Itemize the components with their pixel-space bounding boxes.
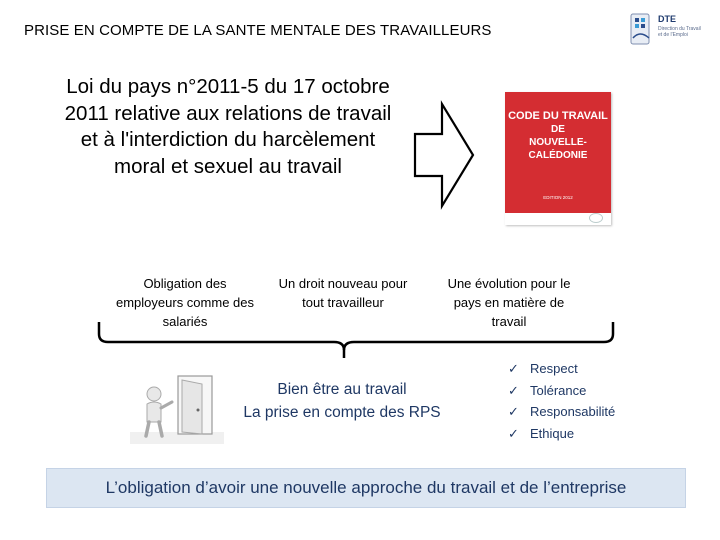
- list-item: [508, 380, 658, 402]
- book-title-line3: NOUVELLE-CALÉDONIE: [528, 137, 588, 161]
- code-du-travail-cover: [505, 92, 611, 225]
- list-item: [508, 423, 658, 445]
- checkmark-icon: ✓: [508, 404, 519, 419]
- wellbeing-statement: [216, 378, 468, 424]
- law-reference: Loi du pays n°2011-5: [66, 75, 259, 98]
- book-title-line1: CODE DU TRAVAIL: [508, 110, 608, 122]
- value-label: Tolérance: [530, 382, 587, 398]
- list-item: [508, 358, 658, 380]
- book-footer-stripe: [505, 213, 611, 225]
- values-checklist: [508, 358, 658, 444]
- person-at-door-illustration: [128, 372, 226, 444]
- dte-emblem-icon: [628, 12, 654, 48]
- label-droit-nouveau: Un droit nouveau pour tout travailleur: [278, 276, 408, 310]
- page-title: PRISE EN COMPTE DE LA SANTE MENTALE DES TRAVAILLEURS: [24, 22, 492, 39]
- book-seal-icon: [589, 213, 603, 223]
- label-evolution: Une évolution pour le pays en matière de travail: [447, 276, 571, 329]
- value-label: Respect: [530, 361, 578, 376]
- list-item: [508, 401, 658, 423]
- checkmark-icon: ✓: [508, 382, 519, 398]
- dte-logo: [626, 10, 702, 50]
- wellbeing-line2: La prise en compte des RPS: [243, 404, 441, 421]
- book-title-line2: DE: [551, 124, 565, 135]
- value-label: Responsabilité: [530, 404, 616, 419]
- logo-subtitle: Direction du Travail et de l'Emploi: [658, 26, 701, 38]
- book-edition: EDITION 2012: [543, 195, 573, 200]
- book-title: [505, 110, 611, 162]
- law-description: du 17 octobre 2011 relative aux relations de travail et à l'interdiction du harcèlement moral et sexuel au travail: [64, 75, 392, 178]
- law-statement: [58, 74, 398, 180]
- checkmark-icon: ✓: [508, 361, 519, 376]
- label-obligation: Obligation des employeurs comme des salariés: [116, 276, 254, 329]
- conclusion-banner: L’obligation d’avoir une nouvelle approche du travail et de l’entreprise: [46, 468, 686, 508]
- value-label: Ethique: [530, 425, 575, 441]
- checkmark-icon: ✓: [508, 425, 519, 441]
- wellbeing-line1: Bien être au travail: [277, 381, 407, 398]
- right-arrow-icon: [412, 100, 476, 210]
- logo-name: DTE: [658, 14, 676, 24]
